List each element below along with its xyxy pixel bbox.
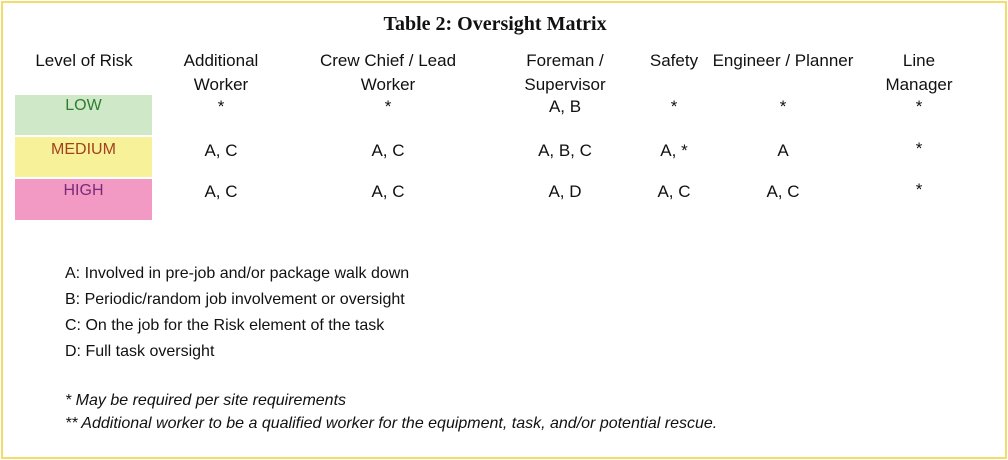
cell-low-foreman: A, B (548, 97, 582, 116)
legend-item-d: D: Full task oversight (65, 343, 215, 360)
cell-low-safety: * (670, 97, 678, 116)
header-crew-chief: Crew Chief / Lead Worker (319, 51, 457, 94)
legend-item-a: A: Involved in pre-job and/or package walk down (65, 265, 410, 282)
cell-medium-safety: A, * (660, 141, 688, 160)
header-engineer: Engineer / Planner (712, 51, 854, 70)
legend-item-b: B: Periodic/random job involvement or oversight (65, 291, 405, 308)
cell-low-additional-worker: * (217, 97, 225, 116)
header-safety: Safety (649, 51, 699, 70)
legend-item-c: C: On the job for the Risk element of the task (65, 317, 385, 334)
cell-high-engineer: A, C (766, 182, 800, 201)
document-frame (1, 1, 1007, 459)
header-level-of-risk: Level of Risk (35, 51, 133, 70)
header-line-manager: Line Manager (885, 51, 953, 94)
risk-label-medium: MEDIUM (51, 141, 116, 158)
cell-high-safety: A, C (657, 182, 691, 201)
cell-low-crew-chief: * (384, 97, 392, 116)
header-additional-worker: Additional Worker (183, 51, 259, 94)
cell-high-crew-chief: A, C (371, 182, 405, 201)
footnote-double-asterisk: ** Additional worker to be a qualified worker for the equipment, task, and/or potential rescue. (65, 415, 718, 432)
cell-high-additional-worker: A, C (204, 182, 238, 201)
cell-low-engineer: * (779, 97, 787, 116)
risk-label-high: HIGH (63, 182, 104, 199)
cell-high-line-manager: * (915, 180, 923, 199)
cell-high-foreman: A, D (548, 182, 582, 201)
cell-medium-foreman: A, B, C (538, 141, 592, 160)
header-foreman: Foreman / Supervisor (524, 51, 606, 94)
cell-medium-crew-chief: A, C (371, 141, 405, 160)
cell-medium-additional-worker: A, C (204, 141, 238, 160)
table-title: Table 2: Oversight Matrix (383, 13, 607, 35)
footnote-single-asterisk: * May be required per site requirements (65, 392, 347, 409)
cell-medium-line-manager: * (915, 139, 923, 158)
risk-label-low: LOW (65, 97, 102, 114)
cell-low-line-manager: * (915, 97, 923, 116)
cell-medium-engineer: A (777, 141, 789, 160)
